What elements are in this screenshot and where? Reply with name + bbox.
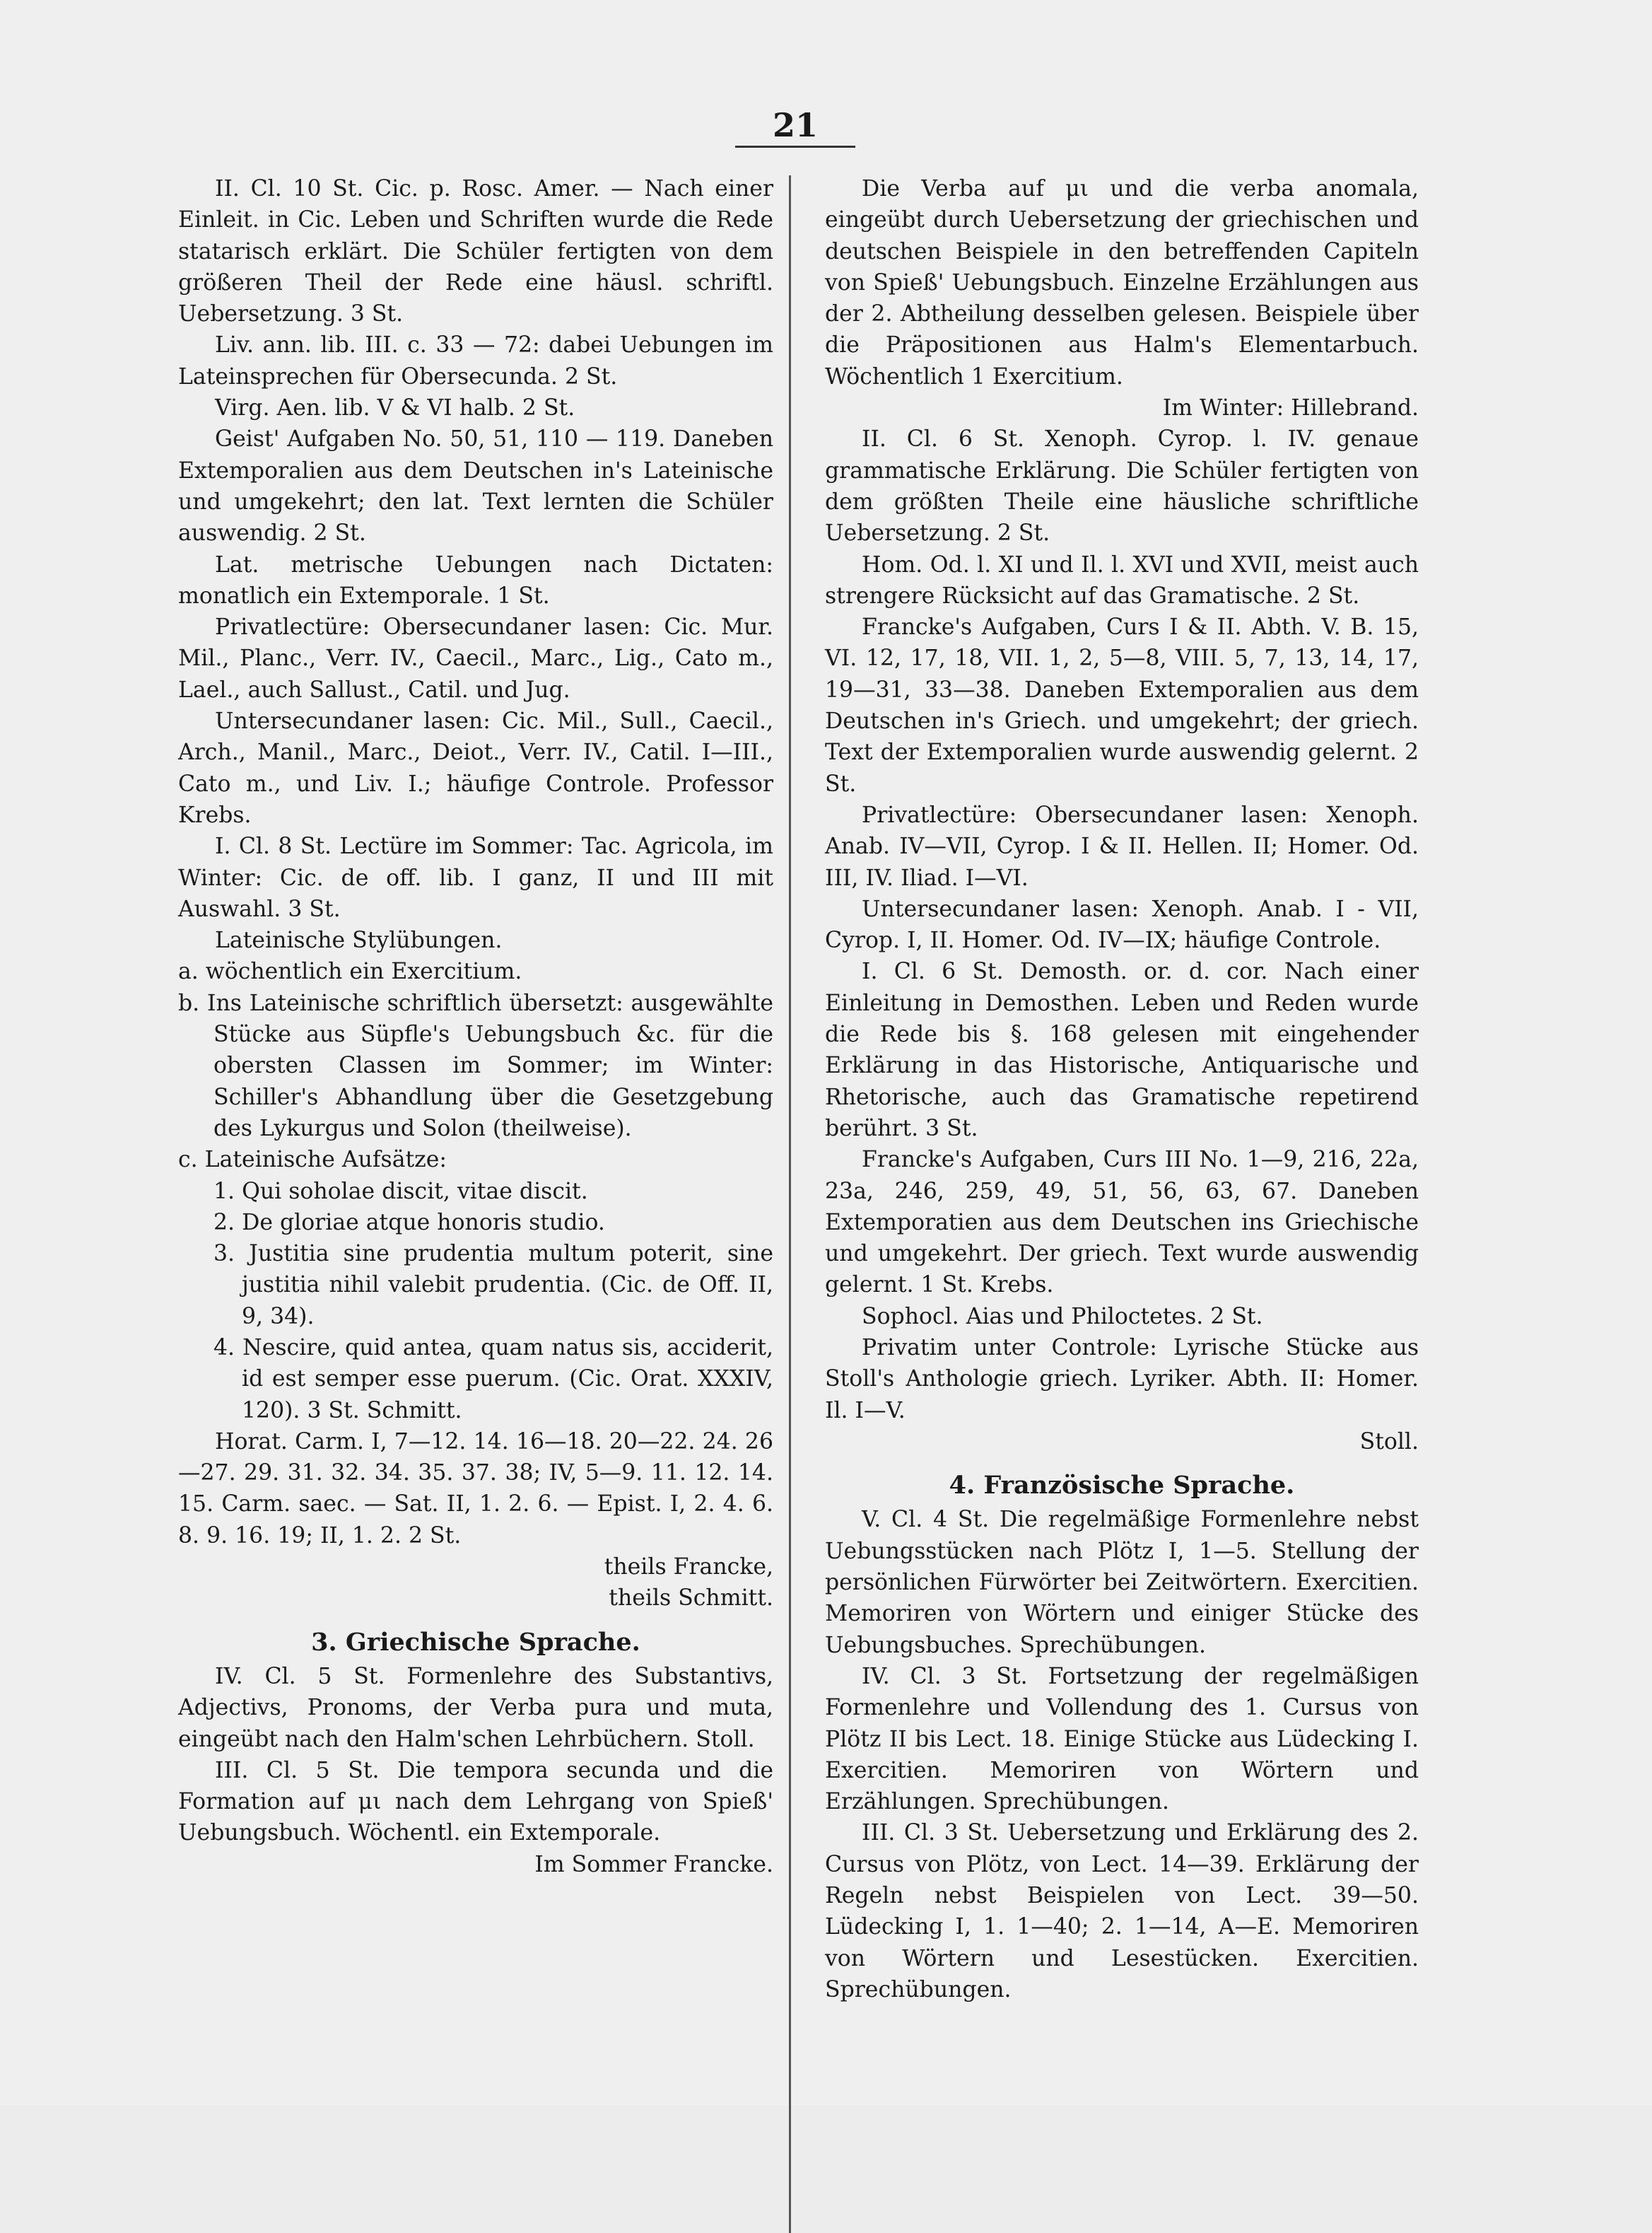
paragraph: Lat. metrische Uebungen nach Dictaten: monatlich ein Extemporale. 1 St. — [178, 552, 773, 609]
paragraph: Privatlectüre: Obersecundaner lasen: Xenoph. Anab. IV—VII, Cyrop. I & II. Hellen. II; Homer. Od. III, IV. Iliad. I—VI. — [825, 802, 1419, 891]
paragraph: III. Cl. 5 St. Die tempora secunda und die Formation auf μι nach dem Lehrgang von Spieß' Uebungsbuch. Wöchentl. ein Extemporale. — [178, 1757, 773, 1846]
paragraph: Sophocl. Aias und Philoctetes. 2 St. — [862, 1303, 1263, 1329]
paragraph: Die Verba auf μι und die verba anomala, eingeübt durch Uebersetzung der griechischen und deutschen Beispiele in den betreffenden Capiteln von Spieß' Uebungsbuch. Einzelne Erzählungen aus der 2. Abtheilung desselben gelesen. Beispiele über die Präpositionen aus Halm's Elementarbuch. Wöchentlich 1 Exercitium. — [825, 176, 1419, 390]
paragraph: b. Ins Lateinische schriftlich übersetzt: ausgewählte Stücke aus Süpfle's Uebungsbuch &c. für die obersten Classen im Sommer; im Winter: Schiller's Abhandlung über die Gesetzgebung des Lykurgus und Solon (theilweise). — [178, 990, 773, 1141]
paragraph: theils Francke, — [604, 1554, 773, 1580]
paragraph: Untersecundaner lasen: Cic. Mil., Sull., Caecil., Arch., Manil., Marc., Deiot., Verr. IV., Catil. I—III., Cato m., und Liv. I.; häufige Controle. Professor Krebs. — [178, 709, 773, 828]
paragraph: Privatlectüre: Obersecundaner lasen: Cic. Mur. Mil., Planc., Verr. IV., Caecil., Marc., Lig., Cato m., Lael., auch Sallust., Catil. und Jug. — [178, 614, 773, 703]
paragraph: I. Cl. 8 St. Lectüre im Sommer: Tac. Agricola, im Winter: Cic. de off. lib. I ganz, II und III mit Auswahl. 3 St. — [178, 834, 773, 922]
paragraph: III. Cl. 3 St. Uebersetzung und Erklärung des 2. Cursus von Plötz, von Lect. 14—39. Erklärung der Regeln nebst Beispielen von Lect. 39—50. Lüdecking I, 1. 1—40; 2. 1—14, A—E. Memoriren von Wörtern und Lesestücken. Exercitien. Sprechübungen. — [825, 1820, 1419, 2002]
paragraph: c. Lateinische Aufsätze: — [178, 1147, 447, 1173]
paragraph: Francke's Aufgaben, Curs III No. 1—9, 216, 22a, 23a, 246, 259, 49, 51, 56, 63, 67. Daneben Extemporatien aus dem Deutschen ins Griechische und umgekehrt. Der griech. Text wurde auswendig gelernt. 1 St. Krebs. — [825, 1147, 1419, 1298]
paragraph: Hom. Od. l. XI und Il. l. XVI und XVII, meist auch strengere Rücksicht auf das Gramatische. 2 St. — [825, 552, 1419, 609]
page-number: 21 — [735, 106, 855, 148]
paragraph: II. Cl. 6 St. Xenoph. Cyrop. l. IV. genaue grammatische Erklärung. Die Schüler fertigten von dem größten Theile eine häusliche schriftliche Uebersetzung. 2 St. — [825, 426, 1419, 547]
paragraph: Im Sommer Francke. — [534, 1851, 773, 1877]
left-column — [178, 173, 773, 1880]
paragraph: 4. Nescire, quid antea, quam natus sis, acciderit, id est semper esse puerum. (Cic. Orat. XXXIV, 120). 3 St. Schmitt. — [213, 1334, 773, 1423]
paragraph: Liv. ann. lib. III. c. 33 — 72: dabei Uebungen im Lateinsprechen für Obersecunda. 2 St. — [178, 332, 773, 390]
paragraph: Lateinische Stylübungen. — [215, 928, 503, 954]
section-heading: 4. Französische Sprache. — [949, 1471, 1295, 1500]
column-divider — [789, 175, 791, 2233]
paragraph: a. wöchentlich ein Exercitium. — [178, 959, 522, 985]
section-heading: 3. Griechische Sprache. — [311, 1627, 640, 1657]
paragraph: I. Cl. 6 St. Demosth. or. d. cor. Nach einer Einleitung in Demosthen. Leben und Reden wurde die Rede bis §. 168 gelesen mit eingehender Erklärung in das Historische, Antiquarische und Rhetorische, auch das Gramatische repetirend berührt. 3 St. — [825, 959, 1419, 1141]
paragraph: II. Cl. 10 St. Cic. p. Rosc. Amer. — Nach einer Einleit. in Cic. Leben und Schriften wurde die Rede statarisch erklärt. Die Schüler fertigten von dem größeren Theil der Rede eine häusl. schriftl. Uebersetzung. 3 St. — [178, 176, 773, 327]
paragraph: Stoll. — [1359, 1428, 1419, 1454]
paragraph: Geist' Aufgaben No. 50, 51, 110 — 119. Daneben Extemporalien aus dem Deutschen in's Lateinische und umgekehrt; den lat. Text lernten die Schüler auswendig. 2 St. — [178, 426, 773, 547]
paragraph: IV. Cl. 5 St. Formenlehre des Substantivs, Adjectivs, Pronoms, der Verba pura und muta, eingeübt nach den Halm'schen Lehrbüchern. Stoll. — [178, 1663, 773, 1752]
paragraph: Horat. Carm. I, 7—12. 14. 16—18. 20—22. 24. 26—27. 29. 31. 32. 34. 35. 37. 38; IV, 5—9. 11. 12. 14. 15. Carm. saec. — Sat. II, 1. 2. 6. — Epist. I, 2. 4. 6. 8. 9. 16. 19; II, 1. 2. 2 St. — [178, 1428, 773, 1549]
paragraph: theils Schmitt. — [609, 1585, 773, 1611]
paragraph: V. Cl. 4 St. Die regelmäßige Formenlehre nebst Uebungsstücken nach Plötz I, 1—5. Stellung der persönlichen Fürwörter bei Zeitwörtern. Exercitien. Memoriren von Wörtern und einiger Stücke des Uebungsbuches. Sprechübungen. — [825, 1507, 1419, 1658]
paragraph: 3. Justitia sine prudentia multum poterit, sine justitia nihil valebit prudentia. (Cic. de Off. II, 9, 34). — [213, 1241, 773, 1329]
paragraph: Virg. Aen. lib. V & VI halb. 2 St. — [215, 395, 575, 421]
paragraph: Privatim unter Controle: Lyrische Stücke aus Stoll's Anthologie griech. Lyriker. Abth. II: Homer. Il. I—V. — [825, 1334, 1419, 1423]
paragraph: 2. De gloriae atque honoris studio. — [213, 1209, 605, 1235]
paragraph: Francke's Aufgaben, Curs I & II. Abth. V. B. 15, VI. 12, 17, 18, VII. 1, 2, 5—8, VIII. 5, 7, 13, 14, 17, 19—31, 33—38. Daneben Extemporalien aus dem Deutschen in's Griech. und umgekehrt; der griech. Text der Extemporalien wurde auswendig gelernt. 2 St. — [825, 614, 1419, 797]
right-column — [825, 173, 1419, 2005]
paragraph: Im Winter: Hillebrand. — [1162, 395, 1419, 421]
paragraph: 1. Qui soholae discit, vitae discit. — [213, 1178, 588, 1204]
paragraph: IV. Cl. 3 St. Fortsetzung der regelmäßigen Formenlehre und Vollendung des 1. Cursus von Plötz II bis Lect. 18. Einige Stücke aus Lüdecking I. Exercitien. Memoriren von Wörtern und Erzählungen. Sprechübungen. — [825, 1663, 1419, 1815]
paragraph: Untersecundaner lasen: Xenoph. Anab. I - VII, Cyrop. I, II. Homer. Od. IV—IX; häufige Controle. — [825, 896, 1419, 954]
